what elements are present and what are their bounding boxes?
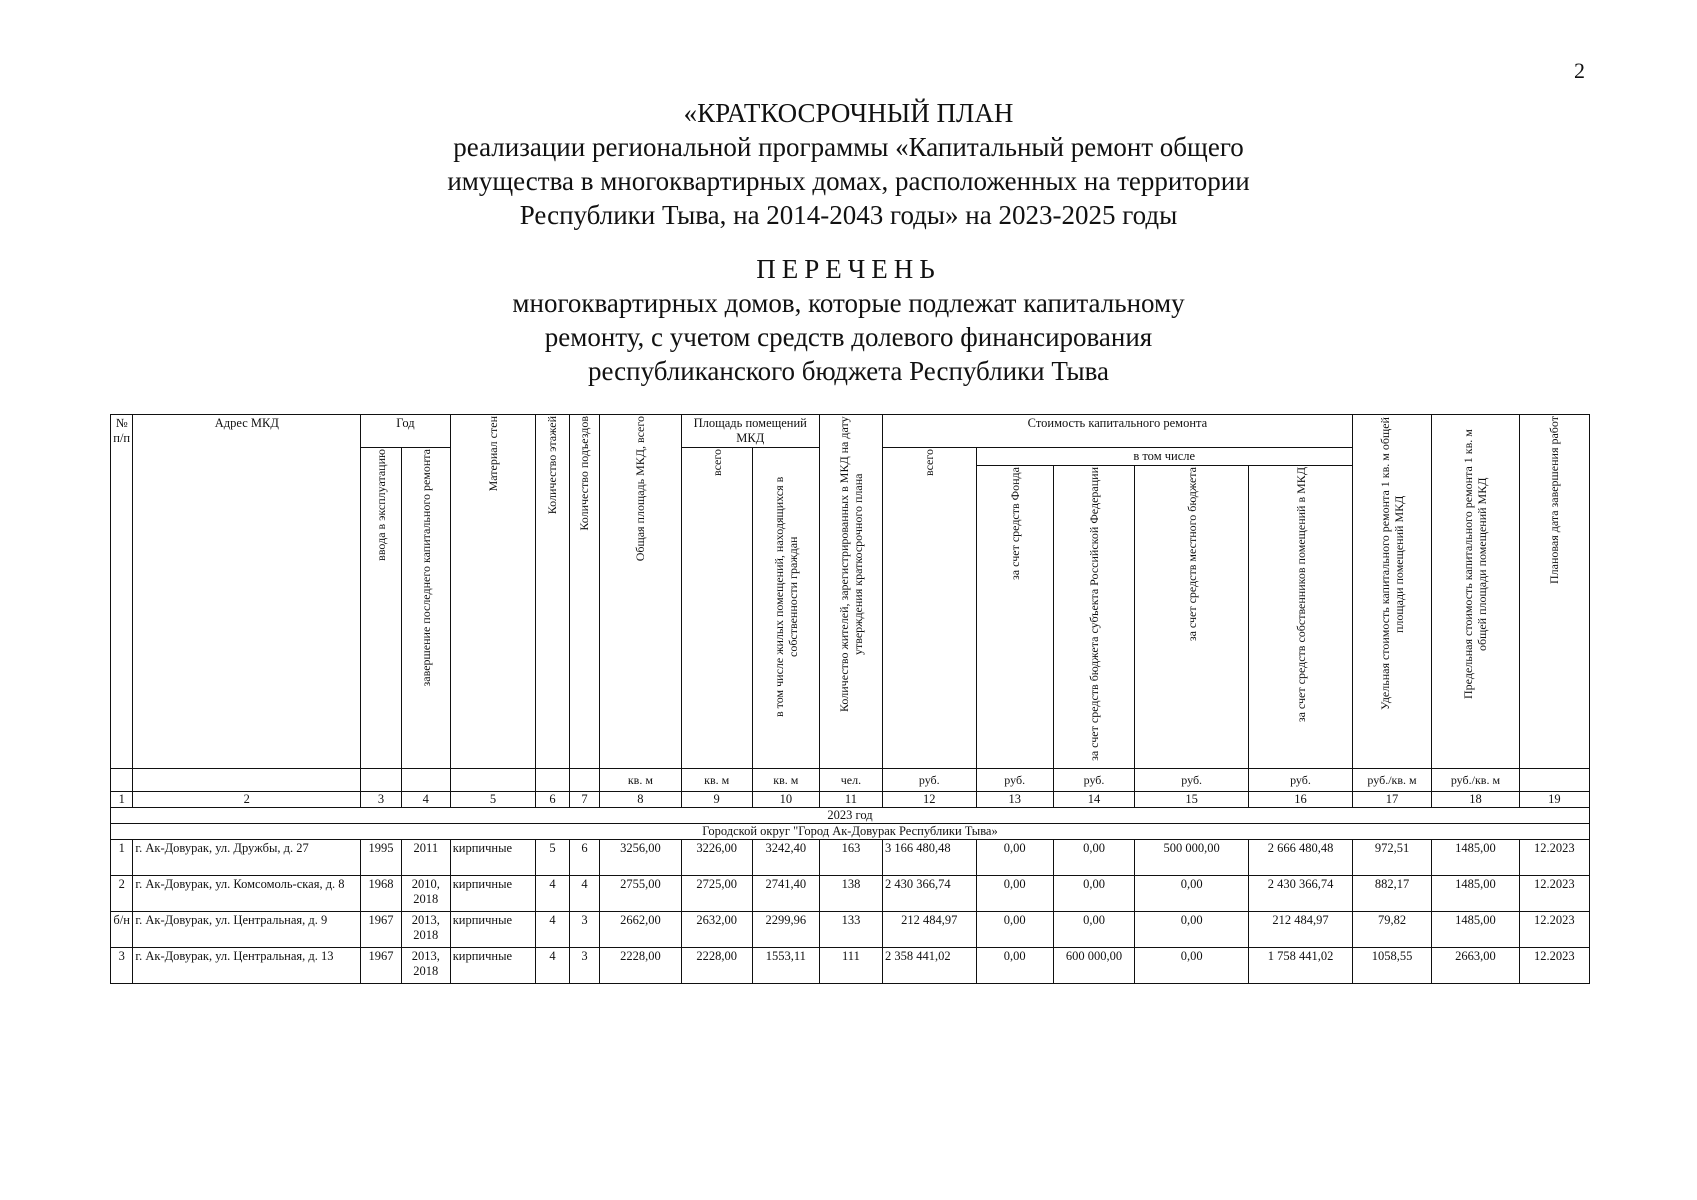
header-planned-date: Плановая дата завершения работ — [1519, 415, 1589, 769]
unit-cell: руб./кв. м — [1432, 769, 1519, 792]
header-year-commissioning: ввода в эксплуатацию — [361, 448, 402, 769]
column-numbers-row — [111, 792, 1590, 808]
cell-local: 0,00 — [1135, 876, 1249, 912]
column-number: 14 — [1053, 792, 1134, 808]
cell-cost-total: 3 166 480,48 — [882, 840, 976, 876]
cell-local: 500 000,00 — [1135, 840, 1249, 876]
column-number: 9 — [681, 792, 752, 808]
cell-wall-material: кирпичные — [450, 876, 535, 912]
header-owners: за счет средств собственников помещений в МКД — [1249, 466, 1353, 769]
cell-cost-total: 2 430 366,74 — [882, 876, 976, 912]
cell-year-last-repair: 2010, 2018 — [401, 876, 450, 912]
cell-address: г. Ак-Довурак, ул. Центральная, д. 9 — [133, 912, 361, 948]
cell-entrances: 6 — [569, 840, 600, 876]
table-row — [111, 876, 1590, 912]
cell-max-cost: 2663,00 — [1432, 948, 1519, 984]
cell-fund: 0,00 — [976, 876, 1053, 912]
cell-local: 0,00 — [1135, 912, 1249, 948]
header-fund: за счет средств Фонда — [976, 466, 1053, 769]
cell-max-cost: 1485,00 — [1432, 876, 1519, 912]
cell-planned-date: 12.2023 — [1519, 876, 1589, 912]
cell-address: г. Ак-Довурак, ул. Дружбы, д. 27 — [133, 840, 361, 876]
cell-total-area: 2662,00 — [600, 912, 681, 948]
unit-cell: кв. м — [681, 769, 752, 792]
header-total-area: Общая площадь МКД, всего — [600, 415, 681, 769]
document-title — [0, 96, 1697, 232]
header-wall-material: Материал стен — [450, 415, 535, 769]
cell-floors: 4 — [536, 912, 570, 948]
unit-cell: кв. м — [752, 769, 819, 792]
header-max-cost: Предельная стоимость капитального ремонта 1 кв. м общей площади помещений МКД — [1432, 415, 1519, 769]
cell-num: б/н — [111, 912, 133, 948]
list-heading: ПЕРЕЧЕНЬ — [756, 254, 941, 284]
unit-cell: руб. — [1249, 769, 1353, 792]
cell-planned-date: 12.2023 — [1519, 840, 1589, 876]
cell-floors: 4 — [536, 876, 570, 912]
cell-cost-total: 2 358 441,02 — [882, 948, 976, 984]
cell-premises-residential: 2741,40 — [752, 876, 819, 912]
header-year: Год — [361, 415, 451, 448]
cell-entrances: 3 — [569, 912, 600, 948]
column-number: 2 — [133, 792, 361, 808]
cell-max-cost: 1485,00 — [1432, 840, 1519, 876]
cell-entrances: 3 — [569, 948, 600, 984]
cell-entrances: 4 — [569, 876, 600, 912]
title-line-1: «КРАТКОСРОЧНЫЙ ПЛАН — [683, 98, 1014, 128]
cell-owners: 212 484,97 — [1249, 912, 1353, 948]
cell-num: 3 — [111, 948, 133, 984]
cell-premises-residential: 3242,40 — [752, 840, 819, 876]
header-year-last-repair: завершение последнего капитального ремонта — [401, 448, 450, 769]
column-number: 11 — [819, 792, 882, 808]
cell-fund: 0,00 — [976, 840, 1053, 876]
cell-premises-residential: 2299,96 — [752, 912, 819, 948]
column-number: 10 — [752, 792, 819, 808]
cell-unit-cost: 972,51 — [1352, 840, 1431, 876]
header-address: Адрес МКД — [133, 415, 361, 769]
header-row-1 — [111, 415, 1590, 448]
table-row — [111, 912, 1590, 948]
district-label: Городской округ "Город Ак-Довурак Республики Тыва» — [111, 824, 1590, 840]
column-number: 16 — [1249, 792, 1353, 808]
list-title-line-3: республиканского бюджета Республики Тыва — [587, 356, 1110, 386]
unit-cell: руб. — [1053, 769, 1134, 792]
title-line-2: реализации региональной программы «Капитальный ремонт общего — [453, 132, 1244, 162]
cell-year-last-repair: 2013, 2018 — [401, 948, 450, 984]
table-row — [111, 840, 1590, 876]
cell-premises-total: 2632,00 — [681, 912, 752, 948]
cell-year-last-repair: 2013, 2018 — [401, 912, 450, 948]
column-number: 3 — [361, 792, 402, 808]
cell-wall-material: кирпичные — [450, 840, 535, 876]
column-number: 5 — [450, 792, 535, 808]
cell-residents: 111 — [819, 948, 882, 984]
cell-residents: 163 — [819, 840, 882, 876]
unit-cell: руб. — [976, 769, 1053, 792]
header-entrances: Количество подъездов — [569, 415, 600, 769]
header-cost: Стоимость капитального ремонта — [882, 415, 1352, 448]
column-number: 4 — [401, 792, 450, 808]
column-number: 17 — [1352, 792, 1431, 808]
cell-year-commissioning: 1995 — [361, 840, 402, 876]
cell-year-commissioning: 1967 — [361, 948, 402, 984]
cell-federal: 0,00 — [1053, 876, 1134, 912]
header-including: в том числе — [976, 448, 1352, 466]
title-line-4: Республики Тыва, на 2014-2043 годы» на 2023-2025 годы — [519, 200, 1178, 230]
cell-total-area: 3256,00 — [600, 840, 681, 876]
title-line-3: имущества в многоквартирных домах, расположенных на территории — [447, 166, 1250, 196]
units-row — [111, 769, 1590, 792]
cell-unit-cost: 1058,55 — [1352, 948, 1431, 984]
cell-total-area: 2228,00 — [600, 948, 681, 984]
unit-cell: кв. м — [600, 769, 681, 792]
unit-cell: руб./кв. м — [1352, 769, 1431, 792]
unit-cell: руб. — [1135, 769, 1249, 792]
cell-num: 1 — [111, 840, 133, 876]
unit-cell: руб. — [882, 769, 976, 792]
cell-wall-material: кирпичные — [450, 948, 535, 984]
cell-floors: 4 — [536, 948, 570, 984]
cell-premises-total: 3226,00 — [681, 840, 752, 876]
cell-unit-cost: 79,82 — [1352, 912, 1431, 948]
cell-unit-cost: 882,17 — [1352, 876, 1431, 912]
column-number: 15 — [1135, 792, 1249, 808]
cell-max-cost: 1485,00 — [1432, 912, 1519, 948]
cell-premises-total: 2228,00 — [681, 948, 752, 984]
column-number: 8 — [600, 792, 681, 808]
cell-local: 0,00 — [1135, 948, 1249, 984]
header-local: за счет средств местного бюджета — [1135, 466, 1249, 769]
cell-owners: 1 758 441,02 — [1249, 948, 1353, 984]
column-number: 7 — [569, 792, 600, 808]
cell-fund: 0,00 — [976, 948, 1053, 984]
cell-residents: 138 — [819, 876, 882, 912]
district-band-row — [111, 824, 1590, 840]
header-unit-cost: Удельная стоимость капитального ремонта 1 кв. м общей площади помещений МКД — [1352, 415, 1431, 769]
header-federal: за счет средств бюджета субъекта Российской Федерации — [1053, 466, 1134, 769]
cell-planned-date: 12.2023 — [1519, 912, 1589, 948]
column-number: 13 — [976, 792, 1053, 808]
header-premises-total: всего — [681, 448, 752, 769]
cell-federal: 0,00 — [1053, 912, 1134, 948]
cell-residents: 133 — [819, 912, 882, 948]
buildings-table — [110, 414, 1590, 984]
cell-premises-residential: 1553,11 — [752, 948, 819, 984]
cell-year-commissioning: 1967 — [361, 912, 402, 948]
list-title-line-2: ремонту, с учетом средств долевого финансирования — [544, 322, 1153, 352]
page-number: 2 — [1574, 58, 1585, 83]
cell-federal: 600 000,00 — [1053, 948, 1134, 984]
cell-year-commissioning: 1968 — [361, 876, 402, 912]
column-number: 12 — [882, 792, 976, 808]
header-residents: Количество жителей, зарегистрированных в МКД на дату утверждения краткосрочного плана — [819, 415, 882, 769]
column-number: 19 — [1519, 792, 1589, 808]
cell-wall-material: кирпичные — [450, 912, 535, 948]
column-number: 18 — [1432, 792, 1519, 808]
header-premises-area: Площадь помещений МКД — [681, 415, 819, 448]
cell-fund: 0,00 — [976, 912, 1053, 948]
cell-address: г. Ак-Довурак, ул. Комсомоль-ская, д. 8 — [133, 876, 361, 912]
table-row — [111, 948, 1590, 984]
cell-address: г. Ак-Довурак, ул. Центральная, д. 13 — [133, 948, 361, 984]
column-number: 1 — [111, 792, 133, 808]
column-number: 6 — [536, 792, 570, 808]
header-cost-total: всего — [882, 448, 976, 769]
cell-premises-total: 2725,00 — [681, 876, 752, 912]
list-title — [0, 252, 1697, 388]
cell-year-last-repair: 2011 — [401, 840, 450, 876]
unit-cell: чел. — [819, 769, 882, 792]
year-label: 2023 год — [111, 808, 1590, 824]
header-num: № п/п — [111, 415, 133, 769]
list-title-line-1: многоквартирных домов, которые подлежат капитальному — [512, 288, 1185, 318]
cell-floors: 5 — [536, 840, 570, 876]
cell-federal: 0,00 — [1053, 840, 1134, 876]
cell-num: 2 — [111, 876, 133, 912]
cell-cost-total: 212 484,97 — [882, 912, 976, 948]
cell-total-area: 2755,00 — [600, 876, 681, 912]
cell-owners: 2 666 480,48 — [1249, 840, 1353, 876]
header-floors: Количество этажей — [536, 415, 570, 769]
year-band-row — [111, 808, 1590, 824]
header-premises-residential: в том числе жилых помещений, находящихся в собственности граждан — [752, 448, 819, 769]
cell-planned-date: 12.2023 — [1519, 948, 1589, 984]
cell-owners: 2 430 366,74 — [1249, 876, 1353, 912]
